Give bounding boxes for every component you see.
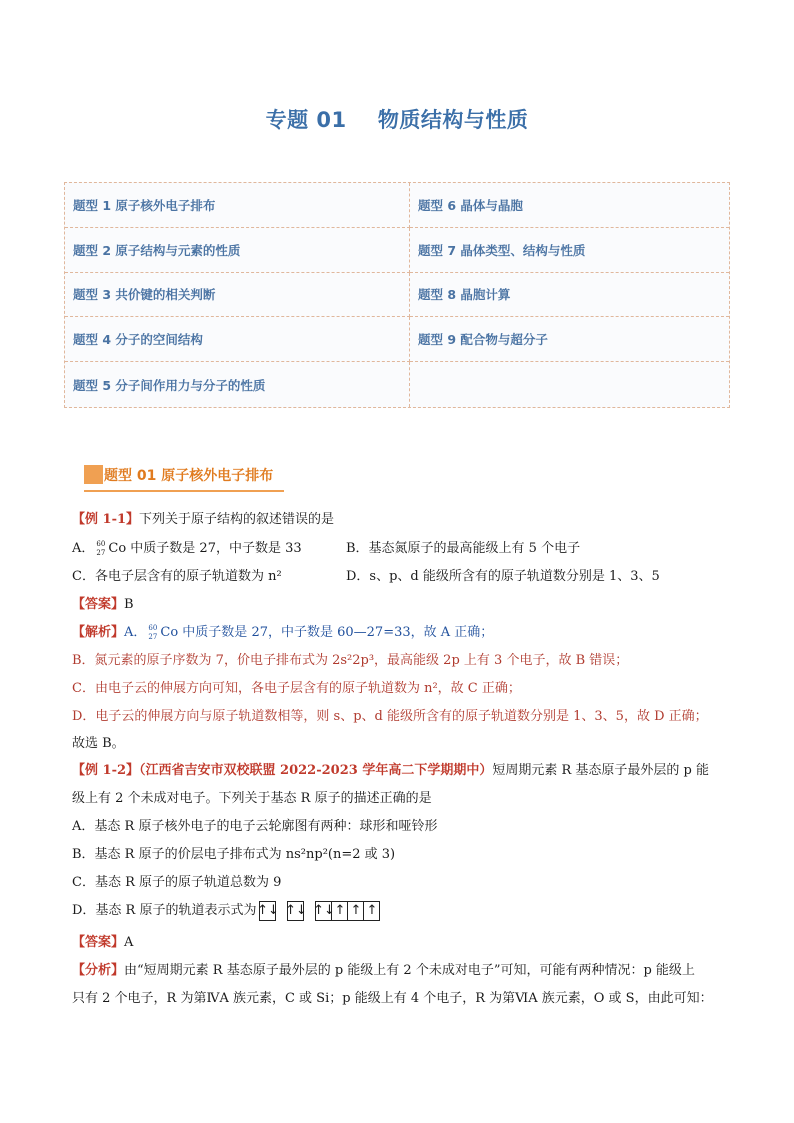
answer-value: B <box>124 597 134 612</box>
orbital-box: ↑ <box>347 901 364 921</box>
option-text: Co 中质子数是 27，中子数是 33 <box>108 541 302 556</box>
mass-number: 60 <box>148 623 158 632</box>
section-heading <box>84 465 273 493</box>
orbital-box: ↑↓ <box>287 901 304 921</box>
example-1-1-analysis-a <box>72 623 493 643</box>
atomic-number: 27 <box>148 632 158 641</box>
atomic-number: 27 <box>96 548 106 557</box>
example-1-1-conclusion: 故选 B。 <box>72 736 125 751</box>
answer-tag: 【答案】 <box>72 597 125 612</box>
example-1-1-option-c: C．各电子层含有的原子轨道数为 n² <box>72 569 282 584</box>
example-1-1-option-d: D．s、p、d 能级所含有的原子轨道数分别是 1、3、5 <box>346 569 660 584</box>
toc-item-9[interactable]: 题型 9 配合物与超分子 <box>410 317 729 362</box>
example-1-2-stem-line-1 <box>72 761 709 781</box>
example-1-1-analysis-c: C．由电子云的伸展方向可知，各电子层含有的原子轨道数为 n²，故 C 正确； <box>72 681 521 696</box>
orbital-diagram-2p <box>313 901 380 921</box>
question-text: 下列关于原子结构的叙述错误的是 <box>139 512 335 527</box>
example-tag: 【例 1-1】 <box>72 512 140 527</box>
question-source: （江西省吉安市双校联盟 2022-2023 学年高二下学期期中） <box>139 763 493 778</box>
option-prefix: A． <box>72 541 95 556</box>
example-1-2-option-a: A．基态 R 原子核外电子的电子云轮廓图有两种：球形和哑铃形 <box>72 819 438 834</box>
example-1-2-option-d <box>72 901 380 921</box>
analysis-text: Co 中质子数是 27，中子数是 60—27=33，故 A 正确； <box>160 625 494 640</box>
example-1-1-option-a <box>72 539 302 559</box>
toc-item-4[interactable]: 题型 4 分子的空间结构 <box>65 317 410 362</box>
toc-item-7[interactable]: 题型 7 晶体类型、结构与性质 <box>410 228 729 273</box>
orbital-box: ↑↓ <box>315 901 332 921</box>
toc-item-3[interactable]: 题型 3 共价键的相关判断 <box>65 273 410 318</box>
topic-table <box>64 182 730 408</box>
option-text: D．基态 R 原子的轨道表示式为 <box>72 903 257 918</box>
orbital-diagram-1s <box>257 901 279 921</box>
orbital-box: ↑↓ <box>259 901 276 921</box>
example-1-1-analysis-b: B．氮元素的原子序数为 7，价电子排布式为 2s²2p³，最高能级 2p 上有 3 个电子，故 B 错误； <box>72 653 629 668</box>
analysis-tag: 【分析】 <box>72 963 125 978</box>
toc-item-8[interactable]: 题型 8 晶胞计算 <box>410 273 729 318</box>
section-underline <box>84 490 284 492</box>
toc-item-1[interactable]: 题型 1 原子核外电子排布 <box>65 183 410 228</box>
analysis-tag: 【解析】 <box>72 625 125 640</box>
analysis-prefix: A． <box>124 625 147 640</box>
mass-number: 60 <box>96 539 106 548</box>
question-text: 短周期元素 R 基态原子最外层的 p 能 <box>492 763 709 778</box>
orbital-box: ↑ <box>363 901 380 921</box>
toc-item-2[interactable]: 题型 2 原子结构与元素的性质 <box>65 228 410 273</box>
toc-item-5[interactable]: 题型 5 分子间作用力与分子的性质 <box>65 362 410 407</box>
toc-item-6[interactable]: 题型 6 晶体与晶胞 <box>410 183 729 228</box>
orbital-box: ↑ <box>331 901 348 921</box>
orbital-diagram-2s <box>285 901 307 921</box>
example-1-2-stem-line-2: 级上有 2 个未成对电子。下列关于基态 R 原子的描述正确的是 <box>72 791 432 806</box>
example-1-2-analysis-line-1 <box>72 961 695 981</box>
section-marker-icon <box>84 465 103 484</box>
isotope-notation <box>94 541 108 557</box>
example-1-2-option-c: C．基态 R 原子的原子轨道总数为 9 <box>72 875 282 890</box>
example-1-2-analysis-line-2: 只有 2 个电子，R 为第ⅣA 族元素，C 或 Si；p 能级上有 4 个电子，R 为第ⅥA 族元素，O 或 S，由此可知： <box>72 991 713 1006</box>
isotope-notation <box>146 625 160 641</box>
page-title: 专题 01 物质结构与性质 <box>265 108 529 132</box>
example-1-2-answer <box>72 933 133 953</box>
section-title: 题型 01 原子核外电子排布 <box>104 468 274 484</box>
example-1-2-option-b: B．基态 R 原子的价层电子排布式为 ns²np²(n=2 或 3) <box>72 847 396 862</box>
example-1-1-analysis-d: D．电子云的伸展方向与原子轨道数相等，则 s、p、d 能级所含有的原子轨道数分别是 1、3、5，故 D 正确； <box>72 709 708 724</box>
example-1-1-answer <box>72 595 134 615</box>
analysis-text: 由“短周期元素 R 基态原子最外层的 p 能级上有 2 个未成对电子”可知，可能有两种情况：p 能级上 <box>124 963 695 978</box>
toc-item-empty <box>410 362 729 407</box>
example-tag: 【例 1-2】 <box>72 763 140 778</box>
answer-value: A <box>124 935 134 950</box>
example-1-1-option-b: B．基态氮原子的最高能级上有 5 个电子 <box>346 541 581 556</box>
answer-tag: 【答案】 <box>72 935 125 950</box>
example-1-1-stem <box>72 510 334 530</box>
